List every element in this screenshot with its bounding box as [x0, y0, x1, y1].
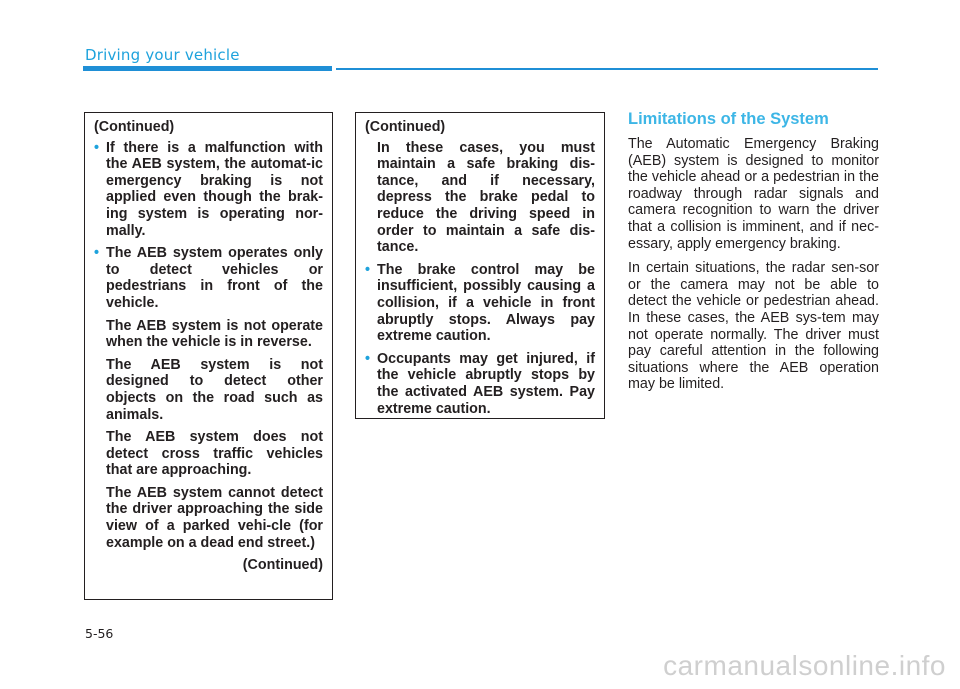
section-heading: Limitations of the System	[628, 110, 829, 128]
warning-box-left	[84, 112, 333, 600]
warning-box-right	[355, 112, 605, 419]
box-paragraph: The AEB system does not detect cross traffic vehicles that are approaching.	[106, 429, 323, 479]
continued-label-bottom: (Continued)	[242, 557, 323, 574]
body-paragraph: The Automatic Emergency Braking (AEB) system is designed to monitor the vehicle ahead or a pedestrian in the roadway through radar signals and camera recognition to warn the driver that a collision is imminent, and if nec-essary, apply emergency braking.	[628, 136, 879, 252]
bullet-item	[94, 245, 323, 311]
bullet-text: The brake control may be insufficient, possibly causing a collision, if a vehicle in front abruptly stops. Always pay extreme caution.	[377, 261, 595, 345]
header-rule-thick	[83, 66, 332, 71]
bullet-text: If there is a malfunction with the AEB system, the automat-ic emergency braking is not applied even though the brak-ing system is operating nor-mally.	[106, 139, 323, 239]
bullet-item	[94, 140, 323, 240]
bullet-icon: •	[365, 261, 371, 278]
watermark: carmanualsonline.info	[663, 650, 946, 681]
continued-label-top: (Continued)	[94, 119, 175, 135]
body-paragraph: In certain situations, the radar sen-sor or the camera may not be able to detect the vehicle or pedestrian ahead. In these cases, the AEB sys-tem may not operate normally. The driver must pay careful attention in the following situations where the AEB operation may be limited.	[628, 260, 879, 393]
bullet-icon: •	[94, 245, 100, 262]
bullet-item	[365, 262, 595, 345]
bullet-icon: •	[365, 350, 371, 367]
box-paragraph: The AEB system is not operate when the vehicle is in reverse.	[106, 317, 323, 351]
continued-label-top: (Continued)	[365, 119, 446, 135]
bullet-text: Occupants may get injured, if the vehicle abruptly stops by the activated AEB system. Pay extreme caution.	[377, 350, 595, 417]
page-number: 5-56	[85, 626, 114, 641]
box-paragraph: The AEB system is not designed to detect other objects on the road such as animals.	[106, 356, 323, 423]
bullet-text: The AEB system operates only to detect vehicles or pedestrians in front of the vehicle.	[106, 245, 323, 311]
bullet-item	[365, 351, 595, 417]
body-text-column	[628, 136, 879, 401]
box-paragraph: The AEB system cannot detect the driver approaching the side view of a parked vehi-cle (for example on a dead end street.)	[106, 484, 323, 551]
section-title: Driving your vehicle	[85, 46, 240, 64]
header-rule-thin	[336, 68, 878, 70]
bullet-icon: •	[94, 139, 100, 156]
box-paragraph: In these cases, you must maintain a safe braking dis-tance, and if necessary, depress the brake pedal to reduce the driving speed in order to maintain a safe dis-tance.	[377, 139, 595, 256]
